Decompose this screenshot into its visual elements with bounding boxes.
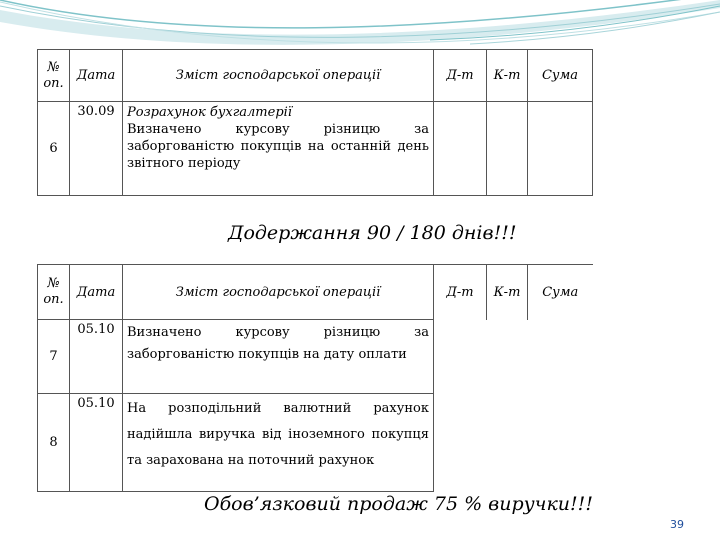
row-content: На розподільний валютний рахунок надійшла виручка від іноземного покупця та зарахована на поточний рахунок: [123, 394, 434, 492]
row-date: 05.10: [70, 320, 123, 394]
row-date: 05.10: [70, 394, 123, 492]
header-credit: К-т: [487, 50, 528, 102]
table-row: [38, 102, 593, 196]
page-number: 39: [670, 518, 684, 531]
row-credit: [487, 102, 528, 196]
header-content: Зміст господарської операції: [123, 50, 434, 102]
row-credit: [487, 320, 528, 394]
row-debit: [434, 394, 487, 492]
row-sum: [528, 320, 593, 394]
header-content: Зміст господарської операції: [123, 265, 434, 320]
row-content: Визначено курсову різницю за заборгованістю покупців на дату оплати: [123, 320, 434, 394]
row-op-number: 8: [38, 394, 70, 492]
header-op-number: № оп.: [38, 265, 70, 320]
header-credit: К-т: [487, 265, 528, 320]
requirement-note-90-180: Додержання 90 / 180 днів!!!: [228, 222, 517, 244]
header-date: Дата: [70, 265, 123, 320]
row-credit: [487, 394, 528, 492]
mandatory-sale-note: Обов’язковий продаж 75 % виручки!!!: [204, 493, 593, 515]
table-row: [38, 320, 593, 394]
row-debit: [434, 102, 487, 196]
row-sum: [528, 394, 593, 492]
row-sum: [528, 102, 593, 196]
header-debit: Д-т: [434, 265, 487, 320]
row-date: 30.09: [70, 102, 123, 196]
row-debit: [434, 320, 487, 394]
row-op-number: 7: [38, 320, 70, 394]
row-content-title: Розрахунок бухгалтерії: [127, 105, 292, 120]
table-row: [38, 394, 593, 492]
row-content: [123, 102, 434, 196]
header-op-number: № оп.: [38, 50, 70, 102]
operations-table-2: [37, 264, 593, 492]
row-content-body: Визначено курсову різницю за заборгованістю покупців на останній день звітного періоду: [127, 122, 429, 171]
header-sum: Сума: [528, 50, 593, 102]
operations-table-1: [37, 49, 593, 196]
header-sum: Сума: [528, 265, 593, 320]
header-date: Дата: [70, 50, 123, 102]
table-header-row: [38, 265, 593, 320]
row-op-number: 6: [38, 102, 70, 196]
table-header-row: [38, 50, 593, 102]
header-debit: Д-т: [434, 50, 487, 102]
